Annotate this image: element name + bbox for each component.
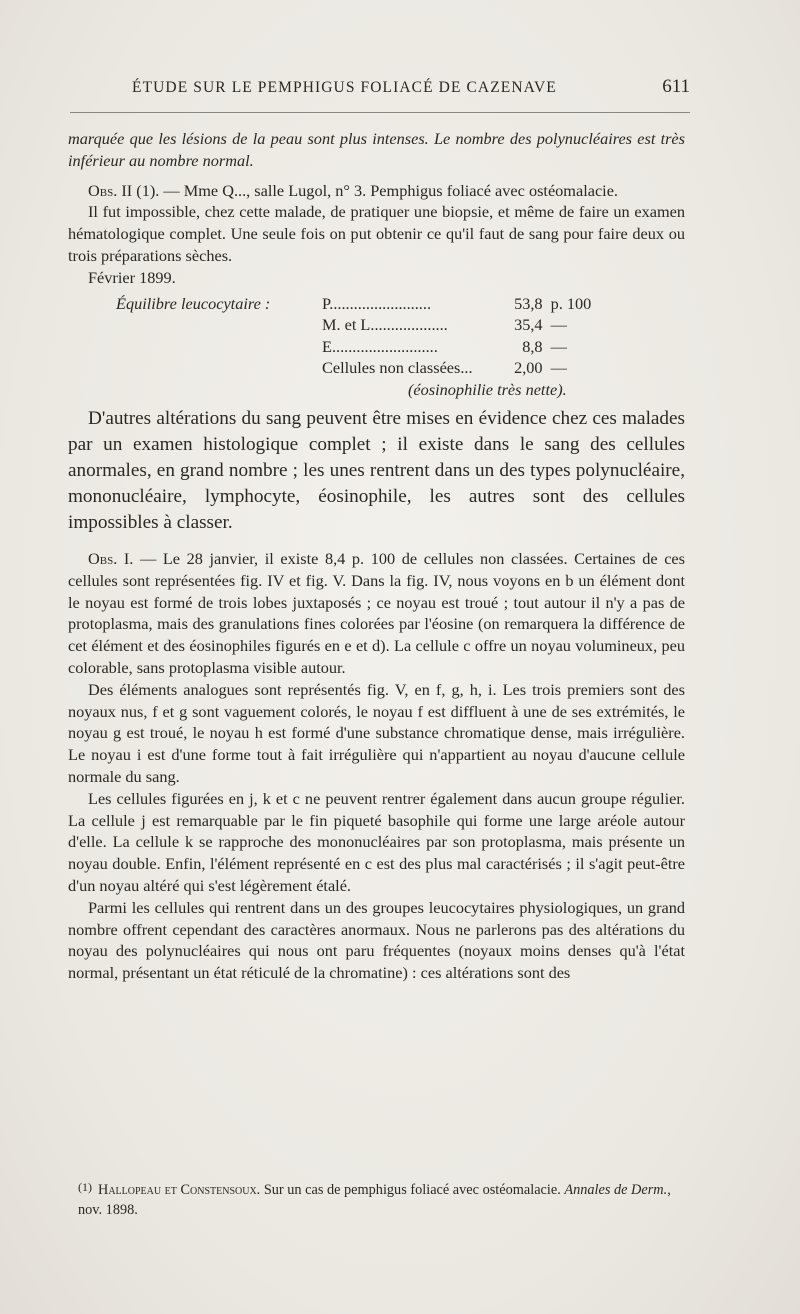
equilibre-label: Équilibre leucocytaire :	[116, 293, 271, 313]
row-value: 8,8	[522, 336, 543, 356]
running-title: ÉTUDE SUR LE PEMPHIGUS FOLIACÉ DE CAZENAVE	[132, 79, 557, 96]
obs-2-heading	[68, 180, 685, 202]
row-name: Cellules non classées...	[322, 358, 473, 378]
row-unit: p. 100	[550, 293, 592, 313]
paragraph-alterations: D'autres altérations du sang peuvent être mises en évidence chez ces malades par un examen histologique complet ; il existe dans le sang des cellules anormales, en grand nombre ; les unes rentrent dans un des types polynucléaire, mononucléaire, lymphocyte, éosinophile, les autres sont des cellules impossibles à classer.	[68, 408, 685, 534]
row-name: P	[322, 293, 330, 313]
footnote-mark: (1)	[78, 1180, 92, 1194]
footnote	[78, 1178, 688, 1220]
body-text	[68, 128, 685, 984]
footnote-ref[interactable]: (1).	[136, 180, 160, 200]
obs-1-paragraph	[68, 548, 685, 679]
obs-1-label: Obs. I.	[88, 549, 134, 569]
row-value: 35,4	[514, 315, 543, 335]
obs-2-label: Obs. II	[88, 180, 133, 200]
row-value: 2,00	[514, 358, 543, 378]
intro-paragraph: marquée que les lésions de la peau sont plus intenses. Le nombre des polynucléaires est très inférieur au nombre normal.	[68, 129, 685, 170]
dot-leader: ..........................	[331, 336, 438, 356]
header-rule	[70, 112, 690, 113]
table-row	[116, 336, 591, 358]
paragraph-biopsie: Il fut impossible, chez cette malade, de pratiquer une biopsie, et même de faire un examen hématologique complet. Une seule fois on put obtenir ce qu'il faut de sang pour faire deux ou trois préparations sèches.	[68, 202, 685, 265]
footnote-authors: Hallopeau et Constensoux.	[98, 1182, 261, 1198]
row-name: M. et L.	[322, 315, 375, 335]
row-unit: —	[550, 358, 567, 378]
paragraph-cellules: Les cellules figurées en j, k et c ne peuvent rentrer également dans aucun groupe régulier. La cellule j est remarquable par le fin piqueté basophile qui forme une large aréole autour d'elle. La cellule k se rapproche des mononucléaires par son protoplasma, mais présente un noyau double. Enfin, l'élément représenté en c est des plus mal caractérisés ; il s'agit peut-être d'un noyau altéré qui s'est légèrement étalé.	[68, 788, 685, 896]
dot-leader: ..................	[374, 315, 448, 335]
page-number: 611	[662, 76, 690, 97]
table-row	[116, 379, 591, 401]
footnote-text: Sur un cas de pemphigus foliacé avec ostéomalacie.	[260, 1182, 561, 1198]
paragraph-elements: Des éléments analogues sont représentés fig. V, en f, g, h, i. Les trois premiers sont des noyaux nus, f et g sont vaguement colorés, le noyau f est diffluent à une de ses extrémités, le noyau g est troué, le noyau h est formé d'une substance chromatique dense, mais irrégulière. Le noyau i est d'une forme tout à fait irrégulière qui n'appartient au noyau d'aucune cellule normale du sang.	[68, 679, 685, 787]
table-note: (éosinophilie très nette).	[408, 379, 567, 399]
paragraph-parmi: Parmi les cellules qui rentrent dans un des groupes leucocytaires physiologiques, un grand nombre offrent cependant des caractères anormaux. Nous ne parlerons pas des altérations du noyau des polynucléaires qui nous ont paru fréquentes (noyaux moins denses qu'à l'état normal, présentant un état réticulé de la chromatine) : ces altérations sont des	[68, 897, 685, 983]
row-unit: —	[550, 315, 567, 335]
obs-2-text: — Mme Q..., salle Lugol, n° 3. Pemphigus foliacé avec ostéomalacie.	[159, 180, 618, 200]
dot-leader: .........................	[329, 293, 432, 313]
table-row	[116, 357, 591, 379]
row-unit: —	[550, 336, 567, 356]
row-name: E	[322, 336, 332, 356]
row-value: 53,8	[514, 293, 543, 313]
leukocyte-table	[116, 293, 591, 401]
table-row	[116, 314, 591, 336]
obs-1-text: — Le 28 janvier, il existe 8,4 p. 100 de cellules non classées. Certaines de ces cellules sont représentées fig. IV et fig. V. Dans la fig. IV, nous voyons en b un élément dont le noyau est formé de trois lobes juxtaposés ; ce noyau est troué ; tout autour il n'y a pas de protoplasma, mais des granulations fines colorées par l'éosine (on remarquera la différence de cet élément et des éosinophiles figurés en e et d). La cellule c offre un noyau volumineux, peu colorable, sans protoplasma visible autour.	[68, 549, 685, 678]
running-head	[70, 76, 690, 98]
table-row	[116, 293, 591, 315]
date-line: Février 1899.	[88, 267, 176, 287]
footnote-date: , nov. 1898.	[78, 1182, 671, 1218]
footnote-journal: Annales de Derm.	[564, 1182, 668, 1198]
